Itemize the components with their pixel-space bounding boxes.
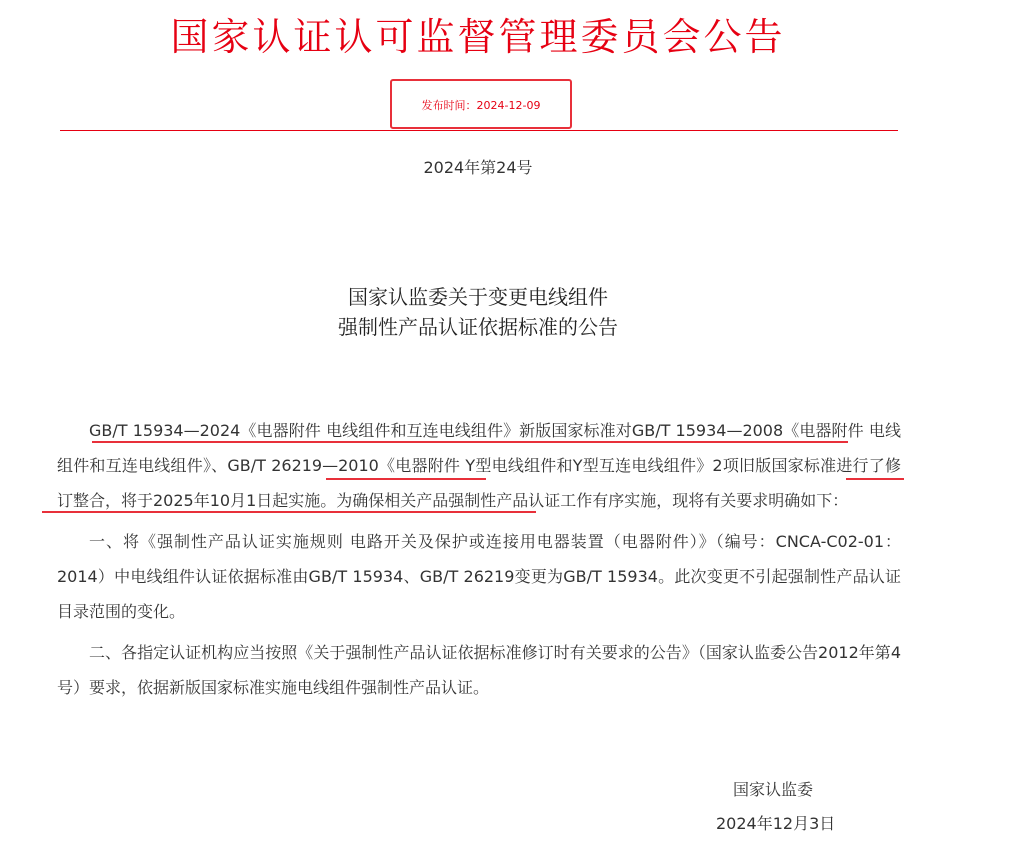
masthead-title: 国家认证认可监督管理委员会公告 [170, 15, 786, 59]
annotation-underline [326, 478, 486, 480]
body-paragraph-item-2: 二、各指定认证机构应当按照《关于强制性产品认证依据标准修订时有关要求的公告》（国家认监委公告2012年第4号）要求，依据新版国家标准实施电线组件强制性产品认证。 [57, 643, 901, 697]
annotation-underline [92, 441, 848, 443]
title-line-1: 国家认监委关于变更电线组件 [348, 285, 608, 309]
document-number: 2024年第24号 [423, 158, 533, 177]
annotation-underline [42, 511, 536, 513]
publish-date: 发布时间：2024-12-09 [421, 99, 541, 112]
header-divider [60, 130, 898, 131]
body-paragraph-item-1: 一、将《强制性产品认证实施规则 电路开关及保护或连接用电器装置（电器附件）》（编号：CNCA-C02-01：2014）中电线组件认证依据标准由GB/T 15934、GB/T 26219变更为GB/T 15934。此次变更不引起强制性产品认证目录范围的变化。 [57, 532, 901, 621]
signature-date: 2024年12月3日 [716, 814, 836, 833]
signature-organization: 国家认监委 [733, 780, 814, 799]
announcement-body [57, 413, 901, 711]
announcement-title [0, 282, 956, 342]
body-paragraph-intro: GB/T 15934—2024《电器附件 电线组件和互连电线组件》新版国家标准对GB/T 15934—2008《电器附件 电线组件和互连电线组件》、GB/T 26219—2010《电器附件 Y型电线组件和Y型互连电线组件》2项旧版国家标准进行了修订整合，将于2025年10月1日起实施。为确保相关产品强制性产品认证工作有序实施，现将有关要求明确如下： [57, 421, 901, 510]
annotation-underline [846, 478, 904, 480]
title-line-2: 强制性产品认证依据标准的公告 [338, 315, 618, 339]
